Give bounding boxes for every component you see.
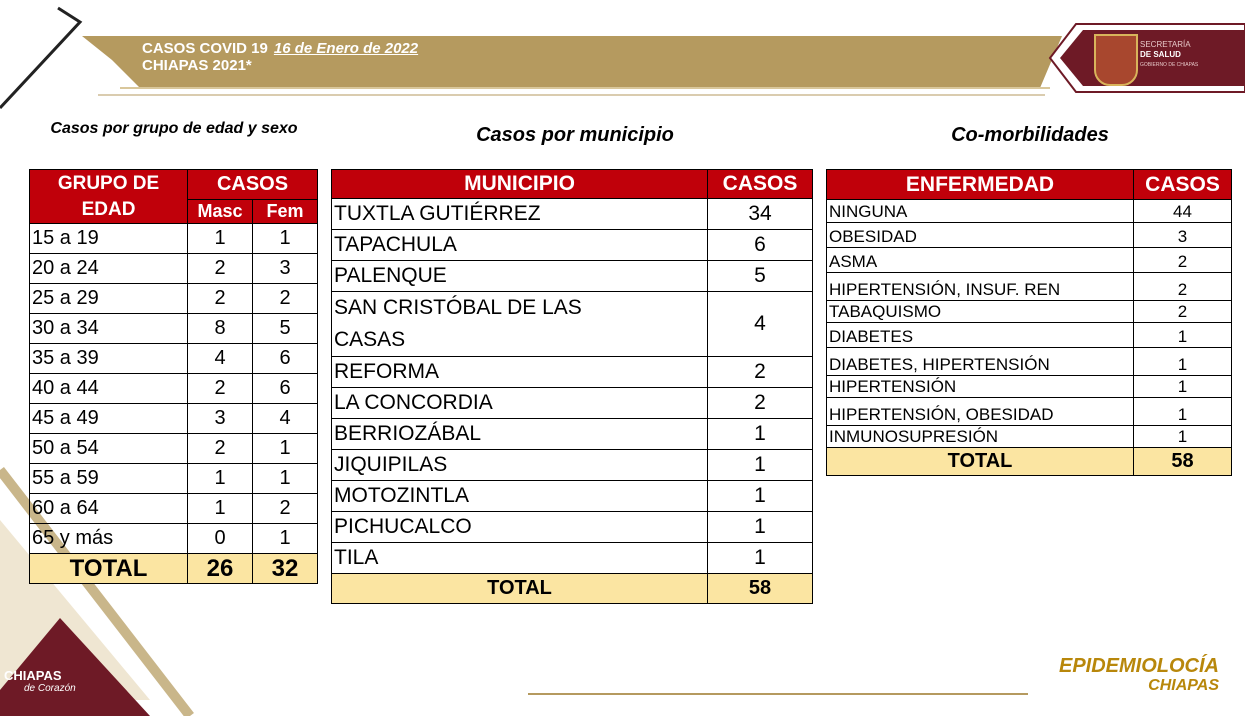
municipio-cases-header: CASOS: [708, 170, 813, 199]
municipio-cases-cell: 34: [708, 199, 813, 230]
table-row: [30, 374, 318, 404]
table-row: [827, 301, 1232, 323]
masc-cell: 1: [188, 464, 253, 494]
table-row: [827, 200, 1232, 223]
logo-text: [1140, 40, 1198, 70]
masc-cell: 3: [188, 404, 253, 434]
disease-cases-cell: 1: [1134, 398, 1232, 426]
comorbid-total-cases: 58: [1134, 448, 1232, 476]
age-group-cell: 65 y más: [30, 524, 188, 554]
table-row: [30, 344, 318, 374]
disease-cases-cell: 2: [1134, 248, 1232, 273]
table-row: [827, 398, 1232, 426]
disease-name-cell: HIPERTENSIÓN: [827, 376, 1134, 398]
municipio-name-cell: PALENQUE: [332, 261, 708, 292]
fem-header: Fem: [253, 200, 318, 224]
page-title: CASOS COVID 19: [142, 40, 268, 57]
disease-name-cell: DIABETES: [827, 323, 1134, 348]
municipio-cases-cell: 1: [708, 450, 813, 481]
municipio-name-cell: [332, 292, 708, 357]
municipio-cases-cell: 6: [708, 230, 813, 261]
table-row: [332, 357, 813, 388]
age-group-cell: 40 a 44: [30, 374, 188, 404]
table-row: [30, 224, 318, 254]
municipio-name-cell: MOTOZINTLA: [332, 481, 708, 512]
age-group-cell: 60 a 64: [30, 494, 188, 524]
municipio-total-cases: 58: [708, 574, 813, 604]
comorbid-section-heading: Co-morbilidades: [951, 124, 1109, 146]
age-group-header-line1: GRUPO DE: [57, 172, 160, 194]
fem-cell: 2: [253, 494, 318, 524]
masc-cell: 2: [188, 254, 253, 284]
comorbid-table: [826, 169, 1232, 476]
disease-cases-cell: 1: [1134, 323, 1232, 348]
age-group-header-line2: EDAD: [81, 198, 136, 220]
chiapas-logo-main: CHIAPAS: [4, 668, 62, 683]
age-group-cell: 30 a 34: [30, 314, 188, 344]
table-row: [332, 543, 813, 574]
masc-cell: 1: [188, 224, 253, 254]
municipio-cases-cell: 5: [708, 261, 813, 292]
table-row: [827, 273, 1232, 301]
brand-line1: EPIDEMIOLOCÍA: [1058, 655, 1219, 677]
comorbid-total-label: TOTAL: [827, 448, 1134, 476]
municipio-cases-cell: 1: [708, 419, 813, 450]
fem-cell: 1: [253, 224, 318, 254]
table-row: [827, 248, 1232, 273]
age-total-row: [30, 554, 318, 584]
table-row: [827, 348, 1232, 376]
masc-header: Masc: [188, 200, 253, 224]
logo-line2: DE SALUD: [1140, 50, 1181, 59]
age-total-fem: 32: [253, 554, 318, 584]
comorbid-cases-header: CASOS: [1134, 170, 1232, 200]
table-row: [30, 494, 318, 524]
banner-title: [142, 40, 418, 74]
municipio-table-body: [332, 199, 813, 574]
municipio-name-cell: JIQUIPILAS: [332, 450, 708, 481]
fem-cell: 2: [253, 284, 318, 314]
municipio-name-line: SAN CRISTÓBAL DE LAS: [334, 296, 582, 319]
disease-cases-cell: 1: [1134, 426, 1232, 448]
disease-name-cell: INMUNOSUPRESIÓN: [827, 426, 1134, 448]
disease-name-cell: OBESIDAD: [827, 223, 1134, 248]
municipio-name-cell: TAPACHULA: [332, 230, 708, 261]
age-group-cell: 25 a 29: [30, 284, 188, 314]
comorbid-table-body: [827, 200, 1232, 448]
age-group-header: [30, 170, 188, 224]
table-row: [332, 261, 813, 292]
municipio-name-cell: BERRIOZÁBAL: [332, 419, 708, 450]
fem-cell: 6: [253, 344, 318, 374]
logo-line1: SECRETARÍA: [1140, 40, 1191, 49]
disease-cases-cell: 1: [1134, 376, 1232, 398]
municipio-name-cell: PICHUCALCO: [332, 512, 708, 543]
municipio-header: MUNICIPIO: [332, 170, 708, 199]
disease-cases-cell: 44: [1134, 200, 1232, 223]
table-row: [332, 292, 813, 357]
masc-cell: 8: [188, 314, 253, 344]
municipio-cases-cell: 1: [708, 512, 813, 543]
table-row: [827, 223, 1232, 248]
table-row: [332, 230, 813, 261]
age-total-label: TOTAL: [30, 554, 188, 584]
masc-cell: 2: [188, 434, 253, 464]
fem-cell: 4: [253, 404, 318, 434]
municipio-name-cell: TUXTLA GUTIÉRREZ: [332, 199, 708, 230]
disease-cases-cell: 3: [1134, 223, 1232, 248]
municipio-section-heading: Casos por municipio: [476, 124, 674, 146]
table-row: [30, 284, 318, 314]
age-group-cell: 50 a 54: [30, 434, 188, 464]
masc-cell: 0: [188, 524, 253, 554]
chiapas-logo-sub: de Corazón: [24, 683, 76, 694]
epidemiologia-brand: [1059, 656, 1219, 696]
municipio-name-cell: LA CONCORDIA: [332, 388, 708, 419]
table-row: [30, 464, 318, 494]
disease-cases-cell: 2: [1134, 273, 1232, 301]
age-total-masc: 26: [188, 554, 253, 584]
table-row: [332, 481, 813, 512]
disease-cases-cell: 2: [1134, 301, 1232, 323]
fem-cell: 1: [253, 434, 318, 464]
age-group-cell: 20 a 24: [30, 254, 188, 284]
crest-icon: [1094, 34, 1138, 86]
age-group-cell: 15 a 19: [30, 224, 188, 254]
table-row: [30, 404, 318, 434]
disease-name-cell: DIABETES, HIPERTENSIÓN: [827, 348, 1134, 376]
disease-name-cell: ASMA: [827, 248, 1134, 273]
table-row: [30, 254, 318, 284]
disease-name-cell: TABAQUISMO: [827, 301, 1134, 323]
fem-cell: 5: [253, 314, 318, 344]
municipio-table: [331, 169, 813, 604]
municipio-name-line: CASAS: [334, 328, 406, 351]
page-subtitle: CHIAPAS 2021*: [142, 57, 252, 74]
age-section-heading: Casos por grupo de edad y sexo: [50, 120, 298, 137]
chiapas-logo: [4, 669, 76, 695]
fem-cell: 3: [253, 254, 318, 284]
municipio-total-label: TOTAL: [332, 574, 708, 604]
table-row: [332, 512, 813, 543]
table-row: [827, 426, 1232, 448]
table-row: [332, 419, 813, 450]
municipio-cases-cell: 2: [708, 388, 813, 419]
table-row: [332, 388, 813, 419]
masc-cell: 2: [188, 374, 253, 404]
table-row: [30, 524, 318, 554]
fem-cell: 6: [253, 374, 318, 404]
masc-cell: 4: [188, 344, 253, 374]
disease-name-cell: NINGUNA: [827, 200, 1134, 223]
age-group-cell: 35 a 39: [30, 344, 188, 374]
table-row: [827, 323, 1232, 348]
masc-cell: 1: [188, 494, 253, 524]
municipio-total-row: [332, 574, 813, 604]
report-date: 16 de Enero de 2022: [273, 40, 419, 57]
fem-cell: 1: [253, 524, 318, 554]
age-table: [29, 169, 318, 584]
disease-cases-cell: 1: [1134, 348, 1232, 376]
comorbid-total-row: [827, 448, 1232, 476]
fem-cell: 1: [253, 464, 318, 494]
logo-line3: GOBIERNO DE CHIAPAS: [1140, 62, 1199, 68]
disease-name-cell: HIPERTENSIÓN, OBESIDAD: [827, 398, 1134, 426]
municipio-cases-cell: 2: [708, 357, 813, 388]
municipio-cases-cell: 1: [708, 481, 813, 512]
age-table-body: [30, 224, 318, 554]
table-row: [30, 434, 318, 464]
brand-line2: CHIAPAS: [1148, 677, 1219, 694]
table-row: [332, 199, 813, 230]
age-group-cell: 55 a 59: [30, 464, 188, 494]
table-row: [332, 450, 813, 481]
municipio-cases-cell: 4: [708, 292, 813, 357]
municipio-name-cell: REFORMA: [332, 357, 708, 388]
municipio-name-cell: TILA: [332, 543, 708, 574]
table-row: [827, 376, 1232, 398]
age-cases-header: CASOS: [188, 170, 318, 200]
age-group-cell: 45 a 49: [30, 404, 188, 434]
disease-header: ENFERMEDAD: [827, 170, 1134, 200]
municipio-cases-cell: 1: [708, 543, 813, 574]
disease-name-cell: HIPERTENSIÓN, INSUF. REN: [827, 273, 1134, 301]
masc-cell: 2: [188, 284, 253, 314]
table-row: [30, 314, 318, 344]
